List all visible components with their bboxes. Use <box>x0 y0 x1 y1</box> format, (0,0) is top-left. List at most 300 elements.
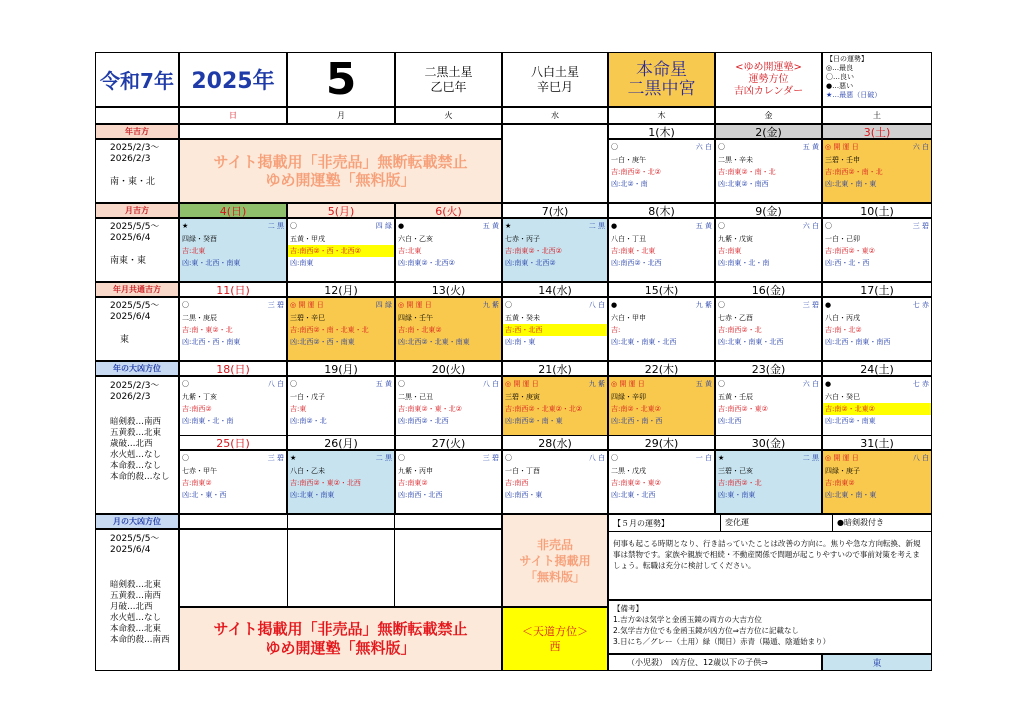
mid-notice-line1: 非売品 <box>536 537 573 552</box>
day-kanshi: 七赤・丙子 <box>505 234 540 243</box>
day-bad-dirs: 凶:北東・北西 <box>611 491 656 499</box>
day-cell[interactable] <box>608 297 715 361</box>
day-star: 三 碧 <box>267 453 284 462</box>
luck-title-line1: <ゆめ開運塾> <box>735 61 802 73</box>
common-good-info <box>95 297 179 361</box>
day-cell[interactable] <box>179 376 287 440</box>
day-number: 18(日) <box>179 361 287 376</box>
weekday-header: 日 <box>179 107 287 124</box>
common-dirs: 東 <box>120 335 130 345</box>
day-fortune-mark: ★ <box>290 453 297 462</box>
month-bad-info <box>95 529 179 671</box>
day-star: 五 黄 <box>695 379 712 388</box>
day-number: 12(月) <box>287 282 395 297</box>
month-good-range-start: 2025/5/5～ <box>110 222 160 232</box>
weekday-header: 金 <box>715 107 822 124</box>
day-number: 28(水) <box>502 435 608 450</box>
day-star: 二 黒 <box>802 453 819 462</box>
day-bad-dirs: 凶:北西・西・南東 <box>182 338 241 346</box>
day-number: 31(土) <box>822 435 932 450</box>
year-star-line1: 二黒土星 <box>424 64 473 79</box>
day-number: 30(金) <box>715 435 822 450</box>
month-bad-list <box>110 580 178 646</box>
day-bad-dirs: 凶:北西②・西・南東 <box>290 338 355 346</box>
month-star-line1: 八白土星 <box>530 64 579 79</box>
day-star: 七 赤 <box>912 300 929 309</box>
notes-label: 【備考】 <box>613 604 643 613</box>
day-kanshi: 一白・己卯 <box>825 234 860 243</box>
mid-notice-line3: 「無料版」 <box>524 569 585 584</box>
day-kanshi: 八白・丙戌 <box>825 313 860 322</box>
day-cell[interactable] <box>715 218 822 282</box>
day-number: 10(土) <box>822 203 932 218</box>
day-star: 八 白 <box>482 379 499 388</box>
day-fortune-mark: ★ <box>718 453 725 462</box>
day-cell[interactable] <box>608 376 715 440</box>
day-number: 3(土) <box>822 124 932 139</box>
day-cell[interactable] <box>502 218 608 282</box>
legend-title: 【日の運勢】 <box>826 55 868 63</box>
child-kill-dir: 東 <box>822 654 932 671</box>
day-good-dirs: 吉:南西② <box>182 405 212 413</box>
common-good-label: 年月共通吉方 <box>95 282 179 297</box>
day-cell[interactable] <box>287 450 395 514</box>
month-bad-item: 月破…北西 <box>110 602 153 612</box>
week1-blank-wed <box>502 124 608 203</box>
day-fortune-mark: ★ <box>505 221 512 230</box>
day-fortune-mark: ◎ 開 運 日 <box>505 379 539 388</box>
month-bad-range-start: 2025/5/5～ <box>110 534 160 544</box>
legend <box>822 52 932 107</box>
day-bad-dirs: 凶:南西②・南・東 <box>505 417 563 425</box>
week1-empty-header <box>179 124 502 139</box>
day-bad-dirs: 凶:南②・北 <box>290 417 327 425</box>
day-bad-dirs: 凶:南西・北西 <box>398 491 443 499</box>
day-kanshi: 三碧・辛巳 <box>290 313 325 322</box>
day-cell[interactable] <box>715 139 822 203</box>
day-good-dirs: 吉:南・北② <box>825 326 862 334</box>
day-kanshi: 六白・甲申 <box>611 313 646 322</box>
day-kanshi: 五黄・甲戌 <box>290 234 325 243</box>
day-good-dirs: 吉:北東 <box>182 247 206 255</box>
day-kanshi: 九紫・丁亥 <box>182 392 217 401</box>
day-number: 21(水) <box>502 361 608 376</box>
notice-line1: サイト掲載用「非売品」無断転載禁止 <box>213 153 468 171</box>
day-good-dirs: 吉:南西②・北 <box>718 326 762 334</box>
day-number: 25(日) <box>179 435 287 450</box>
day-star: 三 碧 <box>912 221 929 230</box>
day-cell[interactable] <box>822 376 932 440</box>
day-kanshi: 一白・丁酉 <box>505 466 540 475</box>
weekday-header: 水 <box>502 107 608 124</box>
luck-title <box>715 52 822 107</box>
month-good-label: 月吉方 <box>95 203 179 218</box>
day-good-dirs: 吉:南東②・北西② <box>505 247 562 255</box>
day-fortune-mark: ★ <box>182 221 189 230</box>
day-fortune-mark: ● <box>611 300 618 309</box>
month-bad-range-end: 2025/6/4 <box>110 545 151 555</box>
day-good-dirs: 吉:南東・北東 <box>611 247 656 255</box>
day-number: 19(月) <box>287 361 395 376</box>
legend-bad: ●…悪い <box>826 82 854 90</box>
notes-item: 2.気学吉方位でも金函玉鏡が凶方位⇒吉方位に記載なし <box>613 626 799 635</box>
day-bad-dirs: 凶:北西・南東・南西 <box>825 338 891 346</box>
legend-best: ◎…最良 <box>826 64 854 72</box>
day-kanshi: 八白・丁丑 <box>611 234 646 243</box>
tendo-box <box>502 607 608 671</box>
day-star: 二 黒 <box>588 221 605 230</box>
day-fortune-mark: 〇 <box>718 221 725 230</box>
legend-worst: ★…最悪（日破） <box>826 91 882 99</box>
day-fortune-mark: 〇 <box>398 379 405 388</box>
day-cell[interactable] <box>715 450 822 514</box>
day-cell[interactable] <box>395 297 502 361</box>
day-good-dirs: 吉:南東② <box>825 479 855 487</box>
day-star: 三 碧 <box>482 453 499 462</box>
day-number: 5(月) <box>287 203 395 218</box>
day-star: 九 紫 <box>588 379 605 388</box>
month-bad-item: 暗剣殺…北東 <box>110 580 162 590</box>
day-good-dirs: 吉:南西②・北 <box>718 479 762 487</box>
day-good-dirs: 吉:北東 <box>398 247 422 255</box>
day-good-dirs: 吉:南東②・東② <box>611 479 661 487</box>
day-number: 26(月) <box>287 435 395 450</box>
day-cell[interactable] <box>179 297 287 361</box>
notes-box <box>608 600 932 654</box>
year-bad-info <box>95 376 179 514</box>
day-number: 4(日) <box>179 203 287 218</box>
day-cell[interactable] <box>395 218 502 282</box>
day-star: 五 黄 <box>375 379 392 388</box>
day-bad-dirs: 凶:南西②・北西 <box>398 417 449 425</box>
day-star: 六 白 <box>695 142 712 151</box>
day-cell[interactable] <box>287 218 395 282</box>
day-star: 八 白 <box>588 453 605 462</box>
day-good-dirs: 吉:南東 <box>718 247 742 255</box>
day-star: 八 白 <box>912 453 929 462</box>
day-bad-dirs: 凶:南西②・北西 <box>611 259 662 267</box>
day-kanshi: 四緑・癸酉 <box>182 234 217 243</box>
month-good-dirs: 南東・東 <box>110 256 147 266</box>
day-number: 6(火) <box>395 203 502 218</box>
day-number: 11(日) <box>179 282 287 297</box>
month-bad-item: 本命殺…北東 <box>110 624 162 634</box>
day-kanshi: 三碧・己亥 <box>718 466 753 475</box>
day-good-dirs: 吉:南西②・西・北西② <box>288 245 394 257</box>
day-star: 八 白 <box>588 300 605 309</box>
day-fortune-mark: 〇 <box>398 453 405 462</box>
day-cell[interactable] <box>502 297 608 361</box>
day-number: 29(木) <box>608 435 715 450</box>
month-star <box>502 52 608 107</box>
day-cell[interactable] <box>822 297 932 361</box>
day-number: 22(木) <box>608 361 715 376</box>
weekday-header: 土 <box>822 107 932 124</box>
day-fortune-mark: 〇 <box>182 453 189 462</box>
year-bad-range-end: 2026/2/3 <box>110 392 151 402</box>
day-fortune-mark: ◎ 開 運 日 <box>290 300 324 309</box>
day-fortune-mark: ● <box>825 300 832 309</box>
day-good-dirs: 吉:南東② <box>182 479 212 487</box>
day-good-dirs: 吉:南東②・東・北② <box>398 405 462 413</box>
day-kanshi: 五黄・癸未 <box>505 313 540 322</box>
day-kanshi: 二黒・己丑 <box>398 392 433 401</box>
day-cell[interactable] <box>395 376 502 440</box>
mid-notice-line2: サイト掲載用 <box>519 553 591 568</box>
honmei-line1: 本命星 <box>636 59 687 80</box>
day-kanshi: 三碧・壬申 <box>825 155 860 164</box>
month-luck-label: 【５月の運勢】 <box>613 518 669 528</box>
year-star-line2: 乙巳年 <box>430 79 467 94</box>
day-good-dirs: 吉:南西②・南・北東・北 <box>290 326 369 334</box>
day-good-dirs: 吉:南西②・東② <box>718 405 768 413</box>
day-number: 23(金) <box>715 361 822 376</box>
day-bad-dirs: 凶:南東・北西② <box>505 259 556 267</box>
day-fortune-mark: 〇 <box>290 221 297 230</box>
bottom-notice <box>179 607 502 671</box>
day-fortune-mark: 〇 <box>182 379 189 388</box>
day-bad-dirs: 凶:北東・南・東 <box>825 491 877 499</box>
day-kanshi: 八白・乙未 <box>290 466 325 475</box>
year-star <box>395 52 502 107</box>
honmei-star <box>608 52 715 107</box>
day-fortune-mark: ● <box>611 221 618 230</box>
day-fortune-mark: ◎ 開 運 日 <box>398 300 432 309</box>
tendo-dir: 西 <box>549 640 561 653</box>
day-cell[interactable] <box>822 218 932 282</box>
day-fortune-mark: 〇 <box>182 300 189 309</box>
day-bad-dirs: 凶:北西・南・西 <box>611 417 663 425</box>
year-good-info <box>95 139 179 203</box>
day-bad-dirs: 凶:北東・南東・北西 <box>718 338 784 346</box>
day-number: 14(水) <box>502 282 608 297</box>
weekday-header: 火 <box>395 107 502 124</box>
tendo-label: ＜天道方位＞ <box>522 625 588 638</box>
day-bad-dirs: 凶:西・北・西 <box>825 259 870 267</box>
day-kanshi: 四緑・壬午 <box>398 313 433 322</box>
day-bad-dirs: 凶:北②・南 <box>611 180 648 188</box>
common-range-end: 2025/6/4 <box>110 312 151 322</box>
day-kanshi: 四緑・辛卯 <box>611 392 646 401</box>
notice-line2: ゆめ開運塾「無料版」 <box>265 171 416 189</box>
day-fortune-mark: ◎ 開 運 日 <box>825 142 859 151</box>
day-cell[interactable] <box>287 376 395 440</box>
day-kanshi: 三碧・庚寅 <box>505 392 540 401</box>
day-cell[interactable] <box>502 376 608 440</box>
day-good-dirs: 吉: <box>611 326 621 334</box>
day-bad-dirs: 凶:北西②・北東・南東 <box>398 338 470 346</box>
day-star: 六 白 <box>912 142 929 151</box>
month-good-info <box>95 218 179 282</box>
day-kanshi: 九紫・戊寅 <box>718 234 753 243</box>
day-kanshi: 七赤・乙酉 <box>718 313 753 322</box>
day-number: 16(金) <box>715 282 822 297</box>
month-bad-item: 水火剋…なし <box>110 613 162 623</box>
bottom-notice-line1: サイト掲載用「非売品」無断転載禁止 <box>213 620 468 638</box>
day-fortune-mark: 〇 <box>718 379 725 388</box>
day-bad-dirs: 凶:北東・南東・北西 <box>611 338 677 346</box>
day-number: 17(土) <box>822 282 932 297</box>
day-fortune-mark: 〇 <box>718 142 725 151</box>
year-good-label: 年吉方 <box>95 124 179 139</box>
day-number: 27(火) <box>395 435 502 450</box>
day-star: 三 碧 <box>267 300 284 309</box>
day-kanshi: 九紫・丙申 <box>398 466 433 475</box>
day-fortune-mark: ● <box>398 221 405 230</box>
weekday-header: 木 <box>608 107 715 124</box>
day-kanshi: 七赤・甲午 <box>182 466 217 475</box>
day-kanshi: 六白・乙亥 <box>398 234 433 243</box>
day-good-dirs: 吉:東 <box>290 405 307 413</box>
day-star: 五 黄 <box>482 221 499 230</box>
day-number: 15(木) <box>608 282 715 297</box>
day-cell[interactable] <box>822 450 932 514</box>
day-star: 二 黒 <box>375 453 392 462</box>
month-label: 5 <box>287 52 395 107</box>
year-good-range-start: 2025/2/3～ <box>110 143 160 153</box>
day-cell[interactable] <box>715 376 822 440</box>
day-bad-dirs: 凶:南東 <box>290 259 314 267</box>
month-luck-box <box>608 514 932 600</box>
day-star: 六 白 <box>802 379 819 388</box>
day-good-dirs: 吉:南西②・東②・北西 <box>290 479 361 487</box>
day-good-dirs: 吉:南東②・南・北 <box>718 168 776 176</box>
day-number: 8(木) <box>608 203 715 218</box>
day-bad-dirs: 凶:北東・南・東 <box>825 180 877 188</box>
day-bad-dirs: 凶:南東・北・南 <box>718 259 770 267</box>
day-star: 七 赤 <box>912 379 929 388</box>
day-cell[interactable] <box>395 450 502 514</box>
day-cell[interactable] <box>608 218 715 282</box>
day-bad-dirs: 凶:北西②・南東 <box>825 417 876 425</box>
month-good-range-end: 2025/6/4 <box>110 233 151 243</box>
day-star: 五 黄 <box>695 221 712 230</box>
day-star: 三 碧 <box>802 300 819 309</box>
day-kanshi: 二黒・戊戌 <box>611 466 646 475</box>
bottom-blank-col <box>287 514 395 607</box>
year-bad-label: 年の大凶方位 <box>95 361 179 376</box>
day-good-dirs: 吉:南西②・東② <box>825 247 875 255</box>
day-bad-dirs: 凶:北西 <box>718 417 742 425</box>
bottom-notice-line2: ゆめ開運塾「無料版」 <box>265 639 416 657</box>
day-cell[interactable] <box>287 297 395 361</box>
year-good-range-end: 2026/2/3 <box>110 154 151 164</box>
day-good-dirs: 吉:南東② <box>398 479 428 487</box>
day-cell[interactable] <box>608 139 715 203</box>
year-bad-item: 水火剋…なし <box>110 450 162 460</box>
day-cell[interactable] <box>179 450 287 514</box>
day-bad-dirs: 凶:南・東 <box>505 338 536 346</box>
day-star: 九 紫 <box>482 300 499 309</box>
luck-title-line2: 運勢方位 <box>748 73 789 85</box>
day-fortune-mark: ● <box>825 379 832 388</box>
day-number: 1(木) <box>608 124 715 139</box>
notes-item: 1.吉方②は気学と金函玉鏡の両方の大吉方位 <box>613 615 762 624</box>
mid-notice <box>502 514 608 607</box>
day-star: 九 紫 <box>695 300 712 309</box>
month-star-line2: 辛巳月 <box>536 79 573 94</box>
day-good-dirs: 吉:南西②・北② <box>611 168 661 176</box>
day-star: 四 緑 <box>375 300 392 309</box>
year-bad-list <box>110 417 178 483</box>
day-kanshi: 二黒・辛未 <box>718 155 753 164</box>
day-cell[interactable] <box>715 297 822 361</box>
day-kanshi: 五黄・壬辰 <box>718 392 753 401</box>
day-number: 9(金) <box>715 203 822 218</box>
day-bad-dirs: 凶:北東・南東 <box>290 491 335 499</box>
luck-title-line3: 吉凶カレンダー <box>733 85 804 97</box>
child-kill-label: （小児殺） 凶方位、12歳以下の子供⇒ <box>608 654 822 671</box>
day-good-dirs: 吉:西・北西 <box>503 324 607 336</box>
year-bad-item: 本命的殺…なし <box>110 472 170 482</box>
day-bad-dirs: 凶:北・東・西 <box>182 491 227 499</box>
year-bad-item: 本命殺…なし <box>110 461 162 471</box>
day-star: 二 黒 <box>267 221 284 230</box>
day-number: 24(土) <box>822 361 932 376</box>
day-kanshi: 二黒・庚辰 <box>182 313 217 322</box>
day-good-dirs: 吉:南・北東② <box>398 326 442 334</box>
day-star: 八 白 <box>267 379 284 388</box>
day-bad-dirs: 凶:南東・北・南 <box>182 417 234 425</box>
day-number: 13(火) <box>395 282 502 297</box>
year-bad-item: 五黄殺…北東 <box>110 428 162 438</box>
year-label: 2025年 <box>179 52 287 107</box>
era-label: 令和7年 <box>95 52 179 107</box>
weekday-corner <box>95 107 179 124</box>
day-good-dirs: 吉:南・東②・北 <box>182 326 233 334</box>
day-cell[interactable] <box>822 139 932 203</box>
legend-good: 〇…良い <box>826 73 854 81</box>
day-kanshi: 一白・庚午 <box>611 155 646 164</box>
day-good-dirs: 吉:南②・北東② <box>823 403 931 415</box>
day-kanshi: 一白・戊子 <box>290 392 325 401</box>
weekday-header: 月 <box>287 107 395 124</box>
month-bad-item: 本命的殺…南西 <box>110 635 170 645</box>
month-luck-value: 変化運 <box>720 515 832 531</box>
day-cell[interactable] <box>608 450 715 514</box>
month-bad-item: 五黄殺…南西 <box>110 591 162 601</box>
day-bad-dirs: 凶:南西・東 <box>505 491 543 499</box>
day-number: 20(火) <box>395 361 502 376</box>
day-bad-dirs: 凶:東・北西・南東 <box>182 259 241 267</box>
day-bad-dirs: 凶:南東②・北西② <box>398 259 455 267</box>
day-good-dirs: 吉:南西②・北東②・北② <box>505 405 583 413</box>
notes-item: 3.日にち／グレー（土用）緑（間日）赤青（陽遁、陰遁始まり） <box>613 637 831 646</box>
year-bad-item: 暗剣殺…南西 <box>110 417 162 427</box>
day-fortune-mark: 〇 <box>611 142 618 151</box>
day-number: 7(水) <box>502 203 608 218</box>
day-star: 五 黄 <box>802 142 819 151</box>
day-star: 四 緑 <box>375 221 392 230</box>
day-fortune-mark: 〇 <box>611 453 618 462</box>
day-bad-dirs: 凶:北東②・南西 <box>718 180 769 188</box>
month-luck-mark: ●暗剣殺付き <box>832 515 884 531</box>
year-bad-item: 歳破…北西 <box>110 439 153 449</box>
year-good-dirs: 南・東・北 <box>110 177 156 187</box>
day-fortune-mark: ◎ 開 運 日 <box>611 379 645 388</box>
day-cell[interactable] <box>179 218 287 282</box>
day-fortune-mark: 〇 <box>825 221 832 230</box>
day-fortune-mark: 〇 <box>505 453 512 462</box>
week1-notice <box>179 139 502 203</box>
year-bad-range-start: 2025/2/3～ <box>110 381 160 391</box>
day-star: 一 白 <box>695 453 712 462</box>
day-good-dirs: 吉:南②・北東② <box>611 405 661 413</box>
day-number: 2(金) <box>715 124 822 139</box>
day-cell[interactable] <box>502 450 608 514</box>
month-bad-label: 月の大凶方位 <box>95 514 179 529</box>
day-fortune-mark: 〇 <box>290 379 297 388</box>
